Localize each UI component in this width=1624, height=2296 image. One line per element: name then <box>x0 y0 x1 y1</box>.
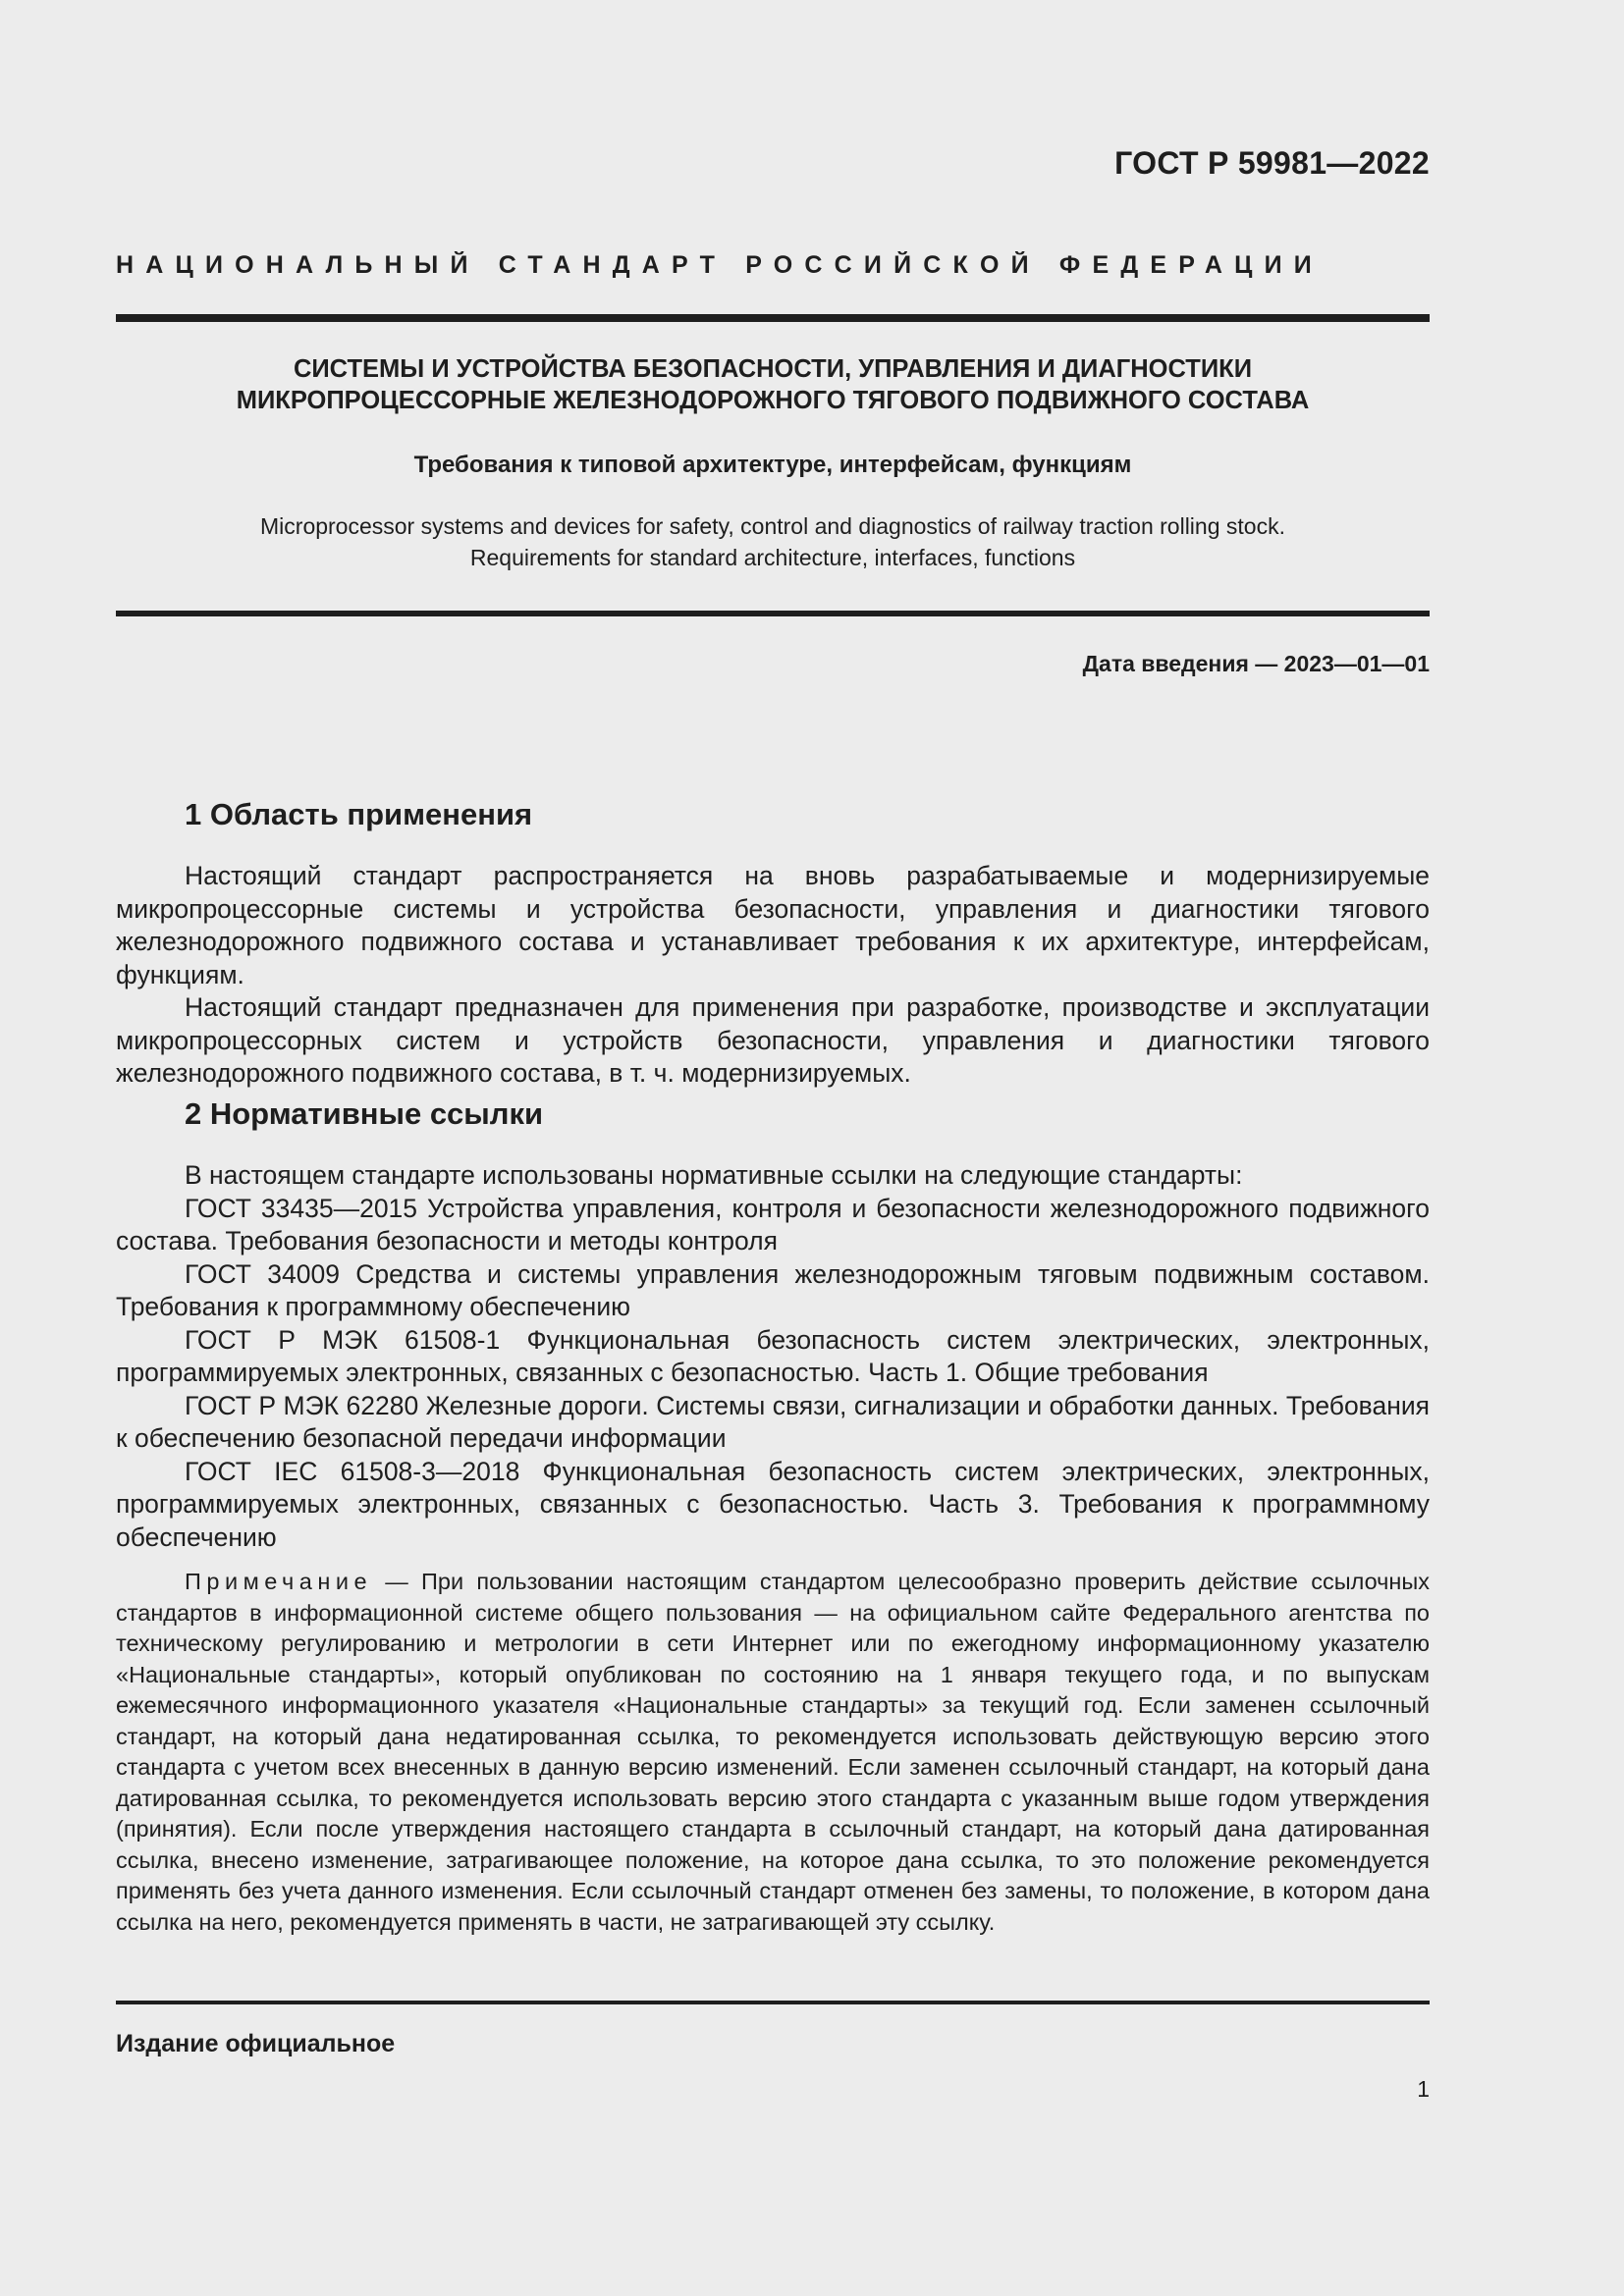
title-line-1: СИСТЕМЫ И УСТРОЙСТВА БЕЗОПАСНОСТИ, УПРАВЛЕНИЯ И ДИАГНОСТИКИ <box>293 355 1253 383</box>
reference-item: ГОСТ Р МЭК 61508-1 Функциональная безопасность систем электрических, электронных, программируемых электронных, связанных с безопасностью. Часть 1. Общие требования <box>116 1324 1430 1387</box>
document-title <box>116 353 1430 416</box>
official-edition-label: Издание официальное <box>116 2030 396 2057</box>
note-text: При пользовании настоящим стандартом целесообразно проверить действие ссылочных стандартов в информационной системе общего пользования — на официальном сайте Федерального агентства по техническому регулированию и метрологии в сети Интернет или по ежегодному информационному указателю «Национальные стандарты», который опубликован по состоянию на 1 января текущего года, и по выпускам ежемесячного информационного указателя «Национальные стандарты» за текущий год. Если заменен ссылочный стандарт, на который дана недатированная ссылка, то рекомендуется использовать действующую версию этого стандарта с учетом всех внесенных в данную версию изменений. Если заменен ссылочный стандарт, на который дана датированная ссылка, то рекомендуется использовать версию этого стандарта с указанным выше годом утверждения (принятия). Если после утверждения настоящего стандарта в ссылочный стандарт, на который дана датированная ссылка, внесено изменение, затрагивающее положение, на которое дана ссылка, то это положение рекомендуется применять без учета данного изменения. Если ссылочный стандарт отменен без замены, то положение, в котором дана ссылка на него, рекомендуется применять в части, не затрагивающей эту ссылку. <box>116 1569 1430 1935</box>
note-label: Примечание <box>185 1569 373 1594</box>
reference-note <box>116 1567 1430 1938</box>
reference-item: ГОСТ 34009 Средства и системы управления железнодорожным тяговым подвижным составом. Требования к программному обеспечению <box>116 1258 1430 1321</box>
reference-item: ГОСТ IEC 61508-3—2018 Функциональная безопасность систем электрических, электронных, программируемых электронных, связанных с безопасностью. Часть 3. Требования к программному обеспечению <box>116 1456 1430 1552</box>
english-title-line-1: Microprocessor systems and devices for safety, control and diagnostics of railway traction rolling stock. <box>260 513 1285 539</box>
section-2-heading: 2 Нормативные ссылки <box>185 1096 544 1131</box>
section-1-paragraph: Настоящий стандарт предназначен для применения при разработке, производстве и эксплуатации микропроцессорных систем и устройств безопасности, управления и диагностики тягового железнодорожного подвижного состава, в т. ч. модернизируемых. <box>116 992 1430 1088</box>
english-title <box>116 510 1430 573</box>
title-divider <box>116 611 1430 616</box>
page-number: 1 <box>1417 2076 1430 2102</box>
section-2-intro: В настоящем стандарте использованы нормативные ссылки на следующие стандарты: <box>185 1160 1243 1190</box>
section-1-heading: 1 Область применения <box>185 797 533 831</box>
reference-item: ГОСТ Р МЭК 62280 Железные дороги. Системы связи, сигнализации и обработки данных. Требования к обеспечению безопасной передачи информации <box>116 1390 1430 1453</box>
section-1-body <box>116 860 1430 1091</box>
title-line-2: МИКРОПРОЦЕССОРНЫЕ ЖЕЛЕЗНОДОРОЖНОГО ТЯГОВОГО ПОДВИЖНОГО СОСТАВА <box>236 387 1310 414</box>
introduction-date: Дата введения — 2023—01—01 <box>1082 651 1430 676</box>
national-standard-heading: НАЦИОНАЛЬНЫЙ СТАНДАРТ РОССИЙСКОЙ ФЕДЕРАЦИИ <box>116 251 1324 279</box>
footer-divider <box>116 2001 1430 2004</box>
document-number: ГОСТ Р 59981—2022 <box>1114 145 1430 181</box>
section-1-paragraph: Настоящий стандарт распространяется на вновь разрабатываемые и модернизируемые микропроцессорные системы и устройства безопасности, управления и диагностики тягового железнодорожного подвижного состава и устанавливает требования к их архитектуре, интерфейсам, функциям. <box>116 861 1430 989</box>
reference-item: ГОСТ 33435—2015 Устройства управления, контроля и безопасности железнодорожного подвижного состава. Требования безопасности и методы контроля <box>116 1193 1430 1255</box>
document-subtitle: Требования к типовой архитектуре, интерфейсам, функциям <box>413 452 1132 478</box>
english-title-line-2: Requirements for standard architecture, interfaces, functions <box>469 545 1076 570</box>
note-dash: — <box>372 1569 422 1594</box>
section-2-body <box>116 1159 1430 1554</box>
top-divider <box>116 314 1430 322</box>
